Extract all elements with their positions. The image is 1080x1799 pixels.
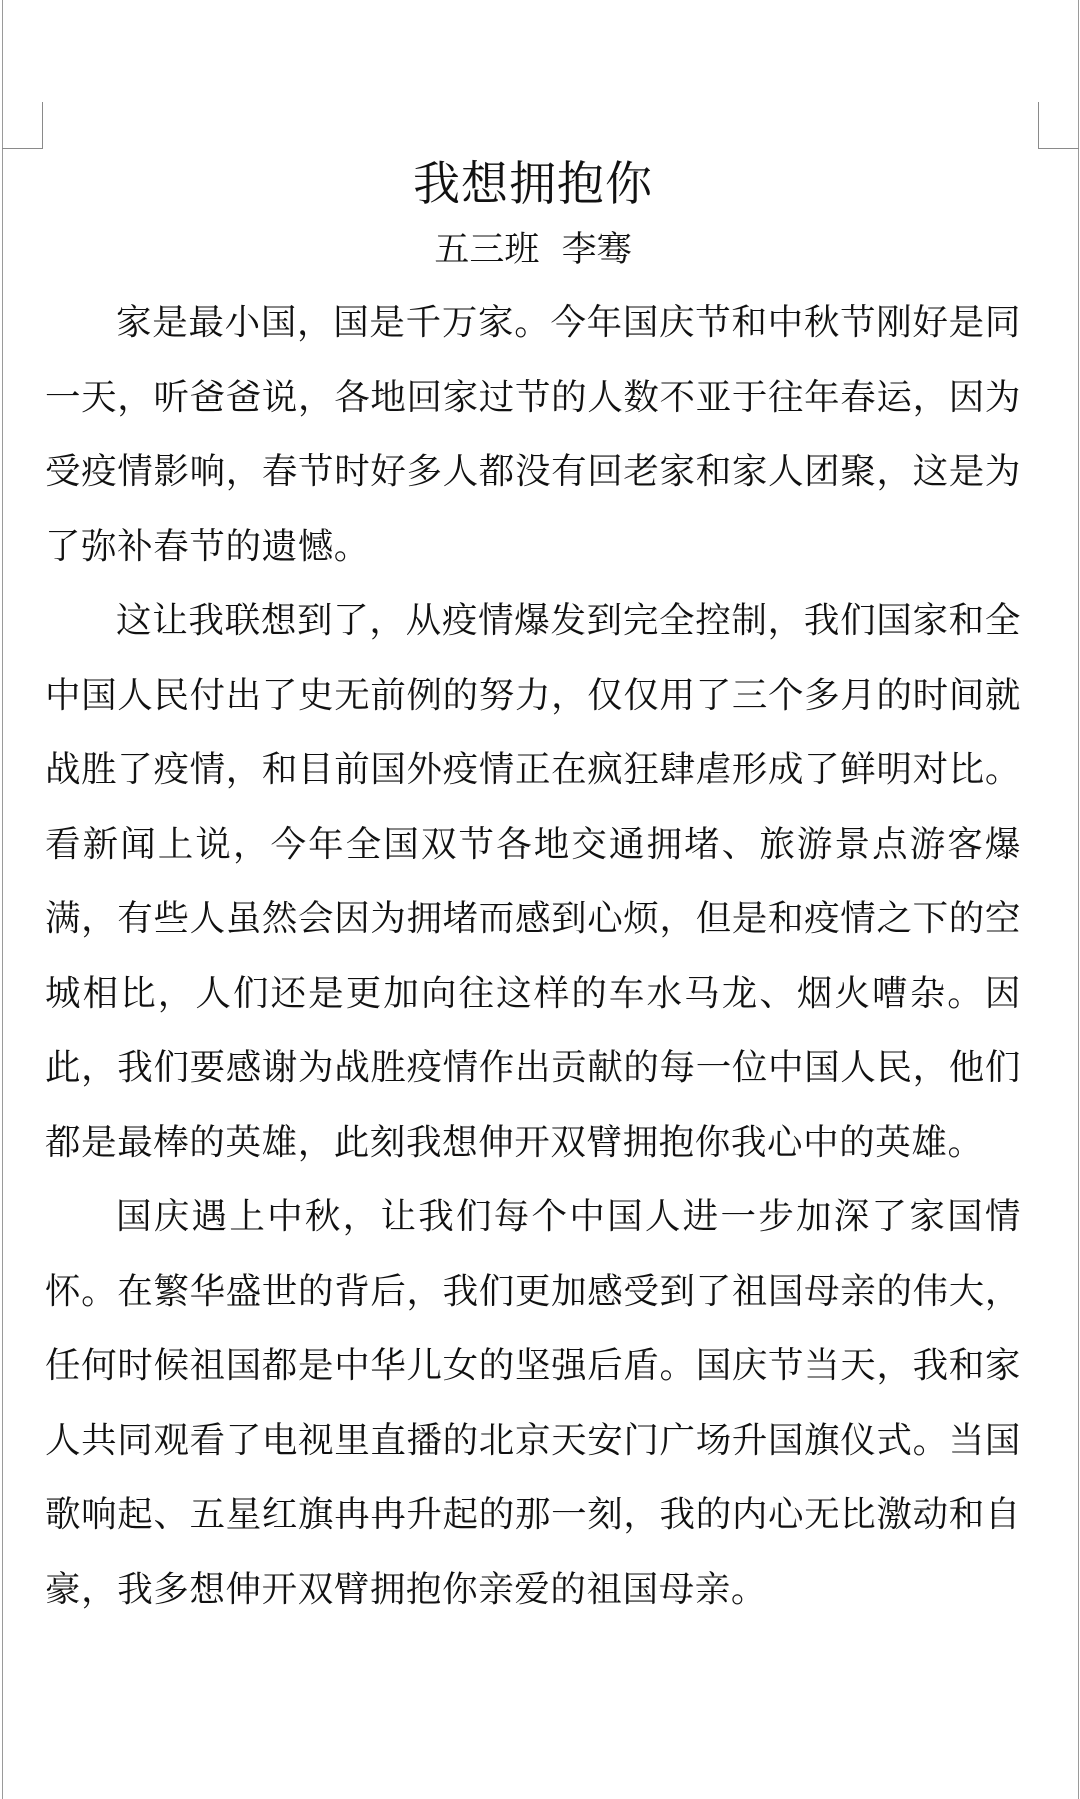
- top-right-margin-mark: [1038, 102, 1079, 149]
- paragraph-3: 国庆遇上中秋，让我们每个中国人进一步加深了家国情怀。在繁华盛世的背后，我们更加感受到了祖国母亲的伟大，任何时候祖国都是中华儿女的坚强后盾。国庆节当天，我和家人共同观看了电视里直播的北京天安门广场升国旗仪式。当国歌响起、五星红旗冉冉升起的那一刻，我的内心无比激动和自豪，我多想伸开双臂拥抱你亲爱的祖国母亲。: [45, 1196, 1021, 1610]
- top-left-margin-mark: [2, 102, 43, 149]
- paragraph-1: 家是最小国，国是千万家。今年国庆节和中秋节刚好是同一天，听爸爸说，各地回家过节的人数不亚于往年春运，因为受疫情影响，春节时好多人都没有回老家和家人团聚，这是为了弥补春节的遗憾。: [45, 302, 1021, 567]
- page-right-edge: [1078, 0, 1079, 1799]
- document-title: 我想拥抱你: [413, 157, 653, 212]
- page-left-edge: [2, 0, 3, 1799]
- paragraph-2: 这让我联想到了，从疫情爆发到完全控制，我们国家和全中国人民付出了史无前例的努力，仅仅用了三个多月的时间就战胜了疫情，和目前国外疫情正在疯狂肆虐形成了鲜明对比。看新闻上说，今年全国双节各地交通拥堵、旅游景点游客爆满，有些人虽然会因为拥堵而感到心烦，但是和疫情之下的空城相比，人们还是更加向往这样的车水马龙、烟火嘈杂。因此，我们要感谢为战胜疫情作出贡献的每一位中国人民，他们都是最棒的英雄，此刻我想伸开双臂拥抱你我心中的英雄。: [45, 600, 1021, 1163]
- document-body: [45, 150, 1021, 1627]
- document-author-line: 五三班 李骞: [434, 230, 632, 270]
